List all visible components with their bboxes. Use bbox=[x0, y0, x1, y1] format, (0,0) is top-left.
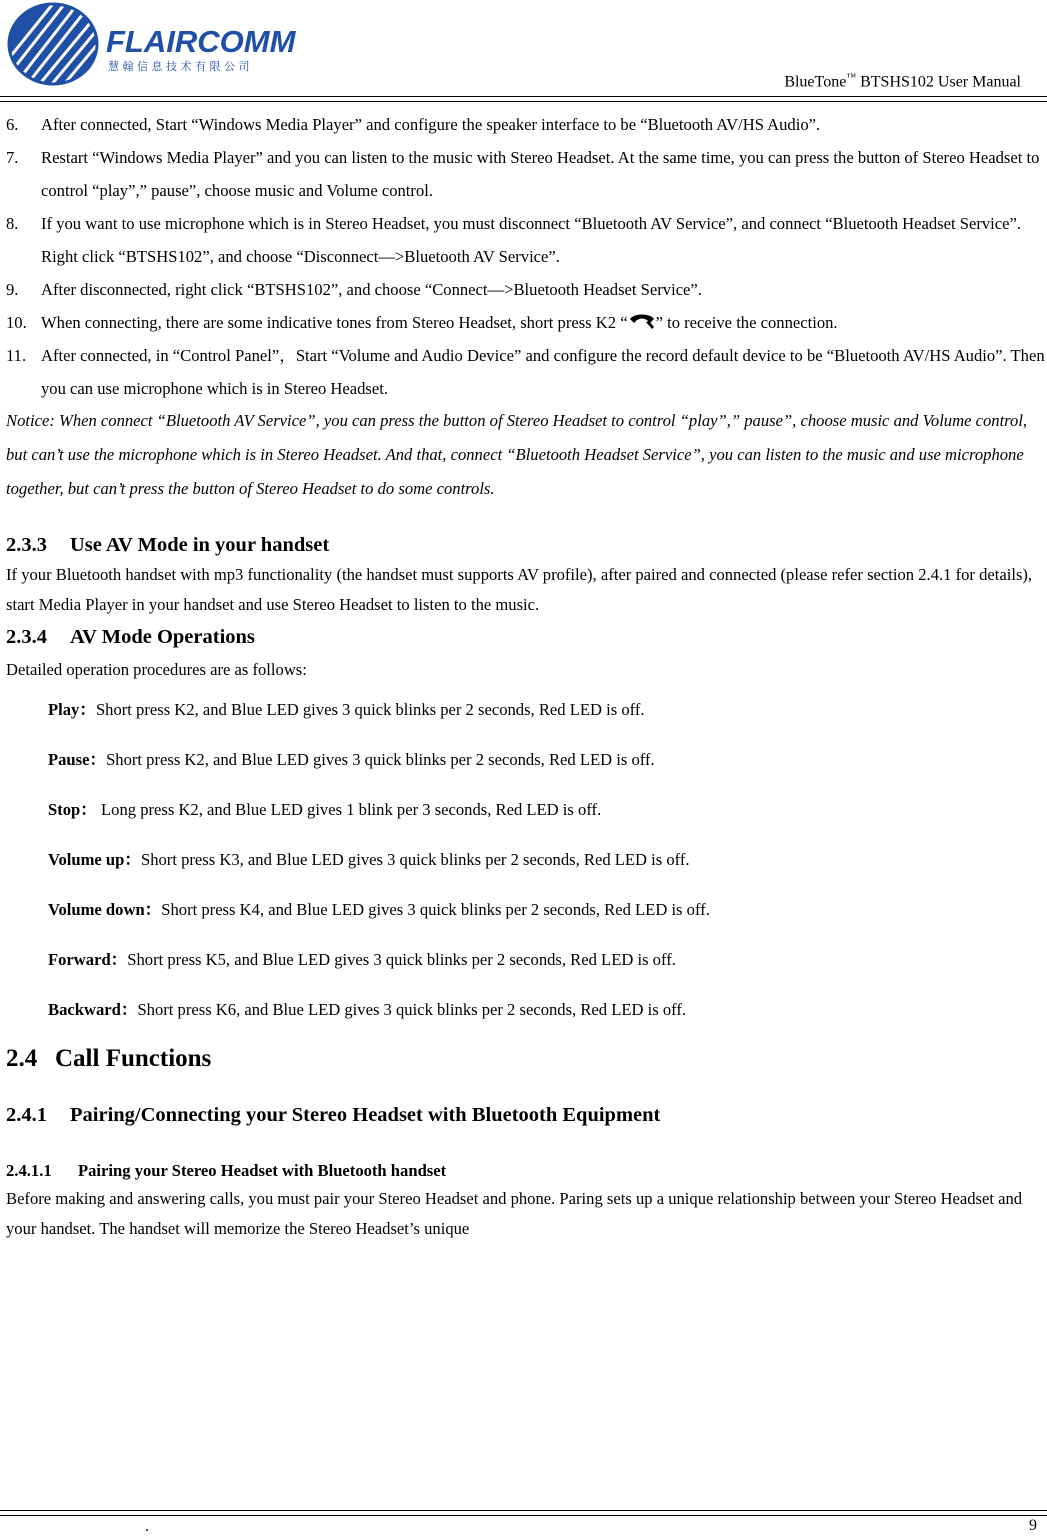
step-7: 7. Restart “Windows Media Player” and you can listen to the music with Stereo Headset. At the same time, you can press the button of Stereo Headset to control “play”,” pause”, choose music and Volume control. bbox=[6, 148, 1040, 200]
section-heading-2-4-1-1: 2.4.1.1 Pairing your Stereo Headset with Bluetooth handset bbox=[6, 1161, 447, 1180]
step-10: 10. When connecting, there are some indicative tones from Stereo Headset, short press K2 “ ” to receive the connection. bbox=[6, 306, 1046, 339]
phone-icon bbox=[628, 309, 656, 327]
section-2-4-1-1-body: Before making and answering calls, you must pair your Stereo Headset and phone. Paring sets up a unique relationship between your Stereo Headset and your handset. The handset will memorize the Stereo Headset’s unique bbox=[6, 1189, 1023, 1238]
op-backward: Backward：Short press K6, and Blue LED gives 3 quick blinks per 2 seconds, Red LED is off. bbox=[48, 1000, 687, 1019]
op-volume-down: Volume down：Short press K4, and Blue LED gives 3 quick blinks per 2 seconds, Red LED is off. bbox=[48, 900, 710, 919]
flaircomm-logo bbox=[6, 2, 316, 92]
section-2-3-3-body: If your Bluetooth handset with mp3 functionality (the handset must supports AV profile), after paired and connected (please refer section 2.4.1 for details), start Media Player in your handset and use Stereo Headset to listen to the music. bbox=[6, 565, 1033, 614]
section-heading-2-4-1: 2.4.1 Pairing/Connecting your Stereo Headset with Bluetooth Equipment bbox=[6, 1104, 661, 1126]
footer-rule-thin bbox=[0, 1515, 1047, 1516]
header-rule bbox=[0, 96, 1047, 97]
op-forward: Forward：Short press K5, and Blue LED gives 3 quick blinks per 2 seconds, Red LED is off. bbox=[48, 950, 676, 969]
logo-globe-icon bbox=[6, 2, 316, 92]
page-content bbox=[6, 108, 1046, 1244]
section-heading-2-4: 2.4 Call Functions bbox=[6, 1045, 212, 1072]
footer-rule bbox=[0, 1510, 1047, 1511]
svg-text:FLAIRCOMM: FLAIRCOMM bbox=[106, 24, 296, 59]
operations-intro: Detailed operation procedures are as follows: bbox=[6, 660, 307, 679]
step-9: 9. After disconnected, right click “BTSHS102”, and choose “Connect—>Bluetooth Headset Service”. bbox=[6, 280, 702, 299]
section-heading-2-3-4: 2.3.4 AV Mode Operations bbox=[6, 626, 255, 648]
notice-paragraph: Notice: When connect “Bluetooth AV Service”, you can press the button of Stereo Headset to control “play”,” pause”, choose music and Volume control, but can’t use the microphone which is in Stereo Headset. And that, connect “Bluetooth Headset Service”, you can listen to the music and use microphone together, but can’t press the button of Stereo Headset to do some controls. bbox=[6, 411, 1028, 498]
step-11: 11. After connected, in “Control Panel”，Start “Volume and Audio Device” and configure the record default device to be “Bluetooth AV/HS Audio”. Then you can use microphone which is in Stereo Headset. bbox=[6, 346, 1045, 398]
operations-list bbox=[48, 685, 1046, 1035]
op-volume-up: Volume up：Short press K3, and Blue LED gives 3 quick blinks per 2 seconds, Red LED is off. bbox=[48, 850, 690, 869]
svg-text:慧 翰 信 息 技 术 有 限 公 司: 慧 翰 信 息 技 术 有 限 公 司 bbox=[108, 60, 250, 73]
op-pause: Pause：Short press K2, and Blue LED gives 3 quick blinks per 2 seconds, Red LED is off. bbox=[48, 750, 655, 769]
op-play: Play：Short press K2, and Blue LED gives 3 quick blinks per 2 seconds, Red LED is off. bbox=[48, 700, 645, 719]
step-6: 6. After connected, Start “Windows Media Player” and configure the speaker interface to be “Bluetooth AV/HS Audio”. bbox=[6, 115, 821, 134]
footer-dot: . bbox=[145, 1518, 149, 1535]
section-heading-2-3-3: 2.3.3 Use AV Mode in your handset bbox=[6, 534, 330, 556]
step-8: 8. If you want to use microphone which is in Stereo Headset, you must disconnect “Bluetooth AV Service”, and connect “Bluetooth Headset Service”. Right click “BTSHS102”, and choose “Disconnect—>Bluetooth AV Service”. bbox=[6, 214, 1022, 266]
header-rule-thin bbox=[0, 101, 1047, 102]
op-stop: Stop： Long press K2, and Blue LED gives 1 blink per 3 seconds, Red LED is off. bbox=[48, 800, 602, 819]
page-number: 9 bbox=[1029, 1517, 1037, 1534]
manual-title: BlueTone™ BTSHS102 User Manual bbox=[784, 72, 1021, 91]
